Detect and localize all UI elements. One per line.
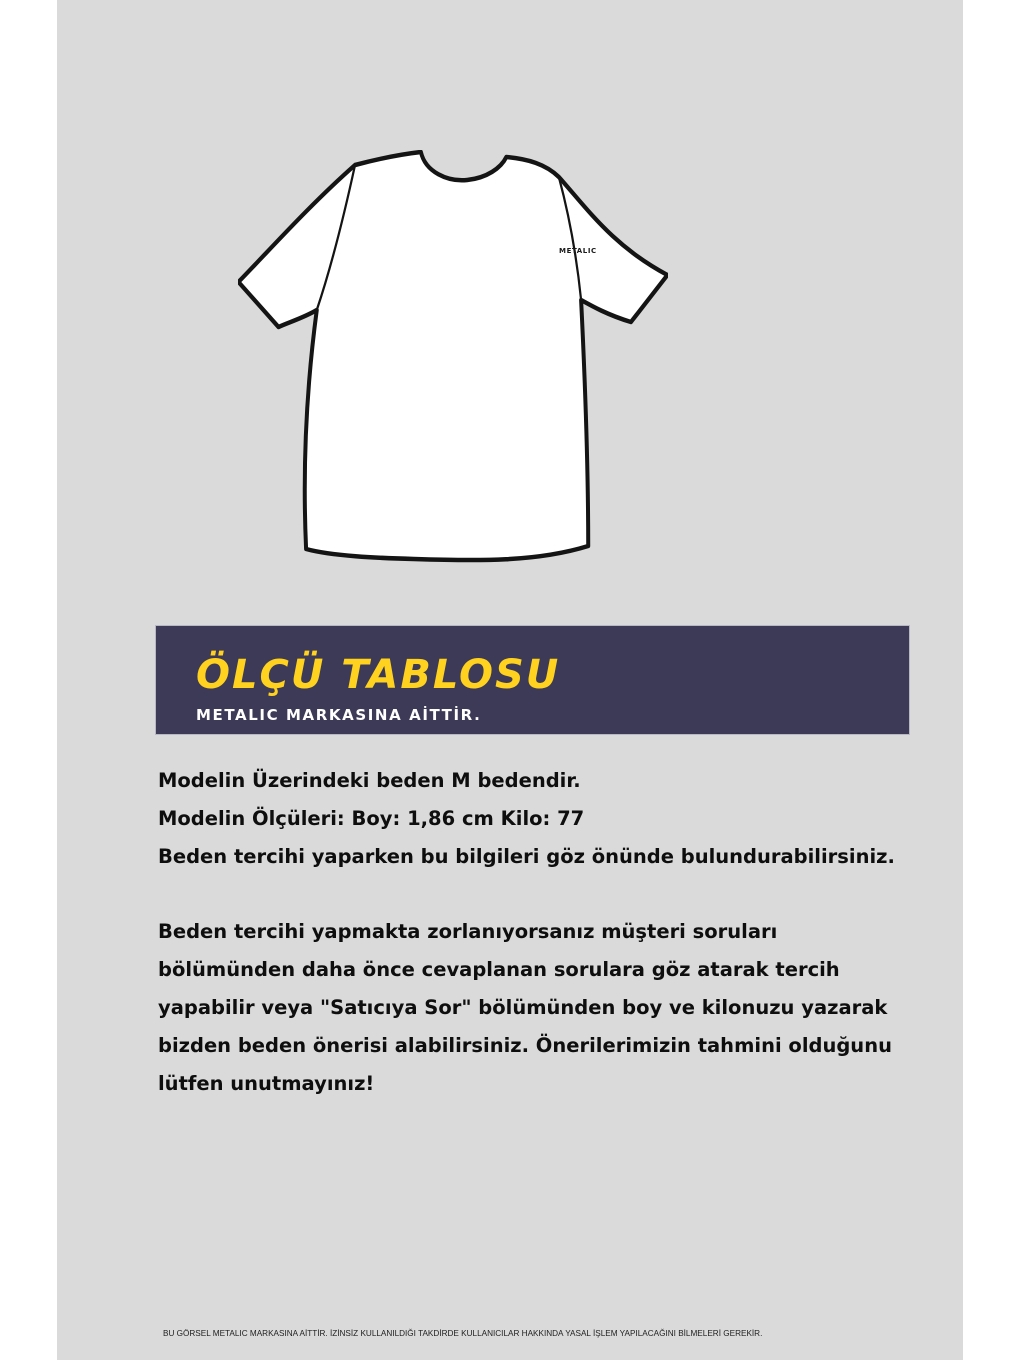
advice-text-line: lütfen unutmayınız! [158,1072,375,1095]
size-chart-banner [156,626,909,734]
advice-text-line: bizden beden önerisi alabilirsiniz. Önerilerimizin tahmini olduğunu [158,1034,892,1057]
t-shirt-icon [238,150,668,565]
copyright-notice: BU GÖRSEL METALIC MARKASINA AİTTİR. İZİNSİZ KULLANILDIĞI TAKDİRDE KULLANICILAR HAKKINDA YASAL İŞLEM YAPILACAĞINI BİLMELERİ GEREKİR. [163,1329,763,1338]
advice-text-line: yapabilir veya "Satıcıya Sor" bölümünden boy ve kilonuzu yazarak [158,996,888,1019]
paragraph-spacer [158,876,918,913]
banner-title: ÖLÇÜ TABLOSU [196,652,561,698]
model-measurements-line: Modelin Ölçüleri: Boy: 1,86 cm Kilo: 77 [158,807,585,830]
banner-subtitle: METALIC MARKASINA AİTTİR. [196,706,482,724]
size-advice-line: Beden tercihi yaparken bu bilgileri göz önünde bulundurabilirsiniz. [158,845,895,868]
advice-text-line: bölümünden daha önce cevaplanan sorulara göz atarak tercih [158,958,840,981]
advice-text-line: Beden tercihi yapmakta zorlanıyorsanız müşteri soruları [158,920,778,943]
model-info [158,762,918,1103]
brand-print: METALIC [559,247,597,255]
model-size-line: Modelin Üzerindeki beden M bedendir. [158,769,581,792]
